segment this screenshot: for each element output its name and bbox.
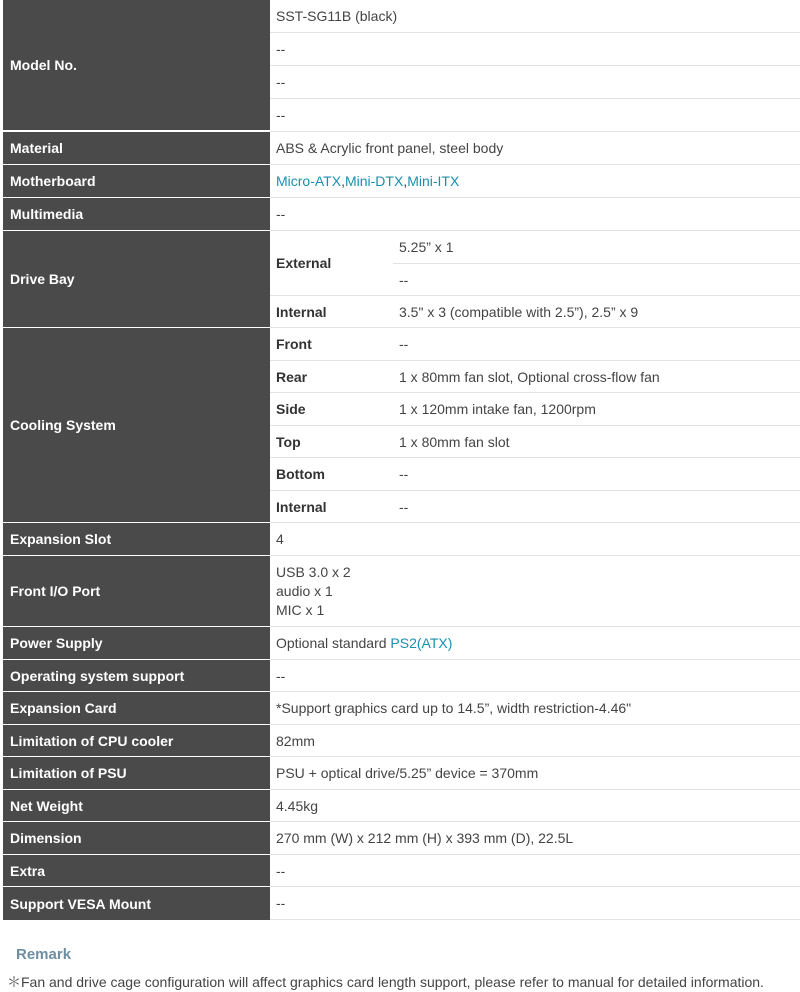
row-label-cooling-system: Cooling System <box>3 328 270 523</box>
model-no-value-1: SST-SG11B (black) <box>270 0 800 33</box>
micro-atx-link[interactable]: Micro-ATX <box>276 173 342 189</box>
row-label-vesa-mount: Support VESA Mount <box>3 887 270 920</box>
multimedia-value: -- <box>270 198 800 231</box>
row-label-net-weight: Net Weight <box>3 790 270 822</box>
link-separator: , <box>403 173 408 189</box>
front-io-line-2: audio x 1 <box>276 582 333 599</box>
front-io-line-1: USB 3.0 x 2 <box>276 563 351 580</box>
row-label-dimension: Dimension <box>3 822 270 855</box>
cooling-front-label: Front <box>270 328 393 361</box>
cooling-top-value: 1 x 80mm fan slot <box>393 426 800 458</box>
dimension-value: 270 mm (W) x 212 mm (H) x 393 mm (D), 22.5L <box>270 822 800 855</box>
cooling-side-value: 1 x 120mm intake fan, 1200rpm <box>393 393 800 426</box>
material-value: ABS & Acrylic front panel, steel body <box>270 132 800 165</box>
psu-limit-value: PSU + optical drive/5.25” device = 370mm <box>270 757 800 790</box>
row-label-expansion-card: Expansion Card <box>3 692 270 725</box>
mini-itx-link[interactable]: Mini-ITX <box>407 173 460 189</box>
row-label-expansion-slot: Expansion Slot <box>3 523 270 556</box>
row-label-multimedia: Multimedia <box>3 198 270 231</box>
cpu-cooler-limit-value: 82mm <box>270 725 800 757</box>
vesa-mount-value: -- <box>270 887 800 920</box>
ps2-atx-link[interactable]: PS2(ATX) <box>390 635 453 651</box>
extra-value: -- <box>270 855 800 887</box>
drive-bay-external-value-2: -- <box>393 264 800 296</box>
cooling-front-value: -- <box>393 328 800 361</box>
row-label-power-supply: Power Supply <box>3 627 270 660</box>
net-weight-value: 4.45kg <box>270 790 800 822</box>
mini-dtx-link[interactable]: Mini-DTX <box>344 173 404 189</box>
power-supply-prefix: Optional standard <box>276 635 391 651</box>
row-label-model-no: Model No. <box>3 0 270 131</box>
cooling-internal-value: -- <box>393 491 800 523</box>
link-separator: , <box>341 173 345 189</box>
motherboard-value <box>270 165 800 198</box>
drive-bay-internal-label: Internal <box>270 296 393 328</box>
model-no-value-3: -- <box>270 66 800 99</box>
model-no-value-2: -- <box>270 33 800 66</box>
drive-bay-external-value-1: 5.25” x 1 <box>393 231 800 264</box>
row-label-os-support: Operating system support <box>3 660 270 692</box>
cooling-bottom-label: Bottom <box>270 458 393 491</box>
cooling-side-label: Side <box>270 393 393 426</box>
cooling-rear-value: 1 x 80mm fan slot, Optional cross-flow fan <box>393 361 800 393</box>
cooling-rear-label: Rear <box>270 361 393 393</box>
row-label-front-io-port: Front I/O Port <box>3 556 270 627</box>
front-io-line-3: MIC x 1 <box>276 601 325 618</box>
cooling-top-label: Top <box>270 426 393 458</box>
drive-bay-external-label: External <box>270 231 393 296</box>
front-io-value <box>270 556 800 627</box>
expansion-slot-value: 4 <box>270 523 800 556</box>
row-label-drive-bay: Drive Bay <box>3 231 270 328</box>
cooling-bottom-value: -- <box>393 458 800 491</box>
cooling-internal-label: Internal <box>270 491 393 523</box>
os-support-value: -- <box>270 660 800 692</box>
row-label-cpu-cooler-limit: Limitation of CPU cooler <box>3 725 270 757</box>
remark-title: Remark <box>16 946 72 963</box>
row-label-psu-limit: Limitation of PSU <box>3 757 270 790</box>
expansion-card-value: *Support graphics card up to 14.5”, width restriction-4.46" <box>270 692 800 725</box>
remark-text: ＊Fan and drive cage configuration will affect graphics card length support, please refer to manual for detailed information. <box>7 974 764 990</box>
model-no-value-4: -- <box>270 99 800 132</box>
row-label-motherboard: Motherboard <box>3 165 270 198</box>
row-label-material: Material <box>3 132 270 165</box>
power-supply-value <box>270 627 800 660</box>
drive-bay-internal-value: 3.5" x 3 (compatible with 2.5”), 2.5” x 9 <box>393 296 800 328</box>
row-label-extra: Extra <box>3 855 270 887</box>
